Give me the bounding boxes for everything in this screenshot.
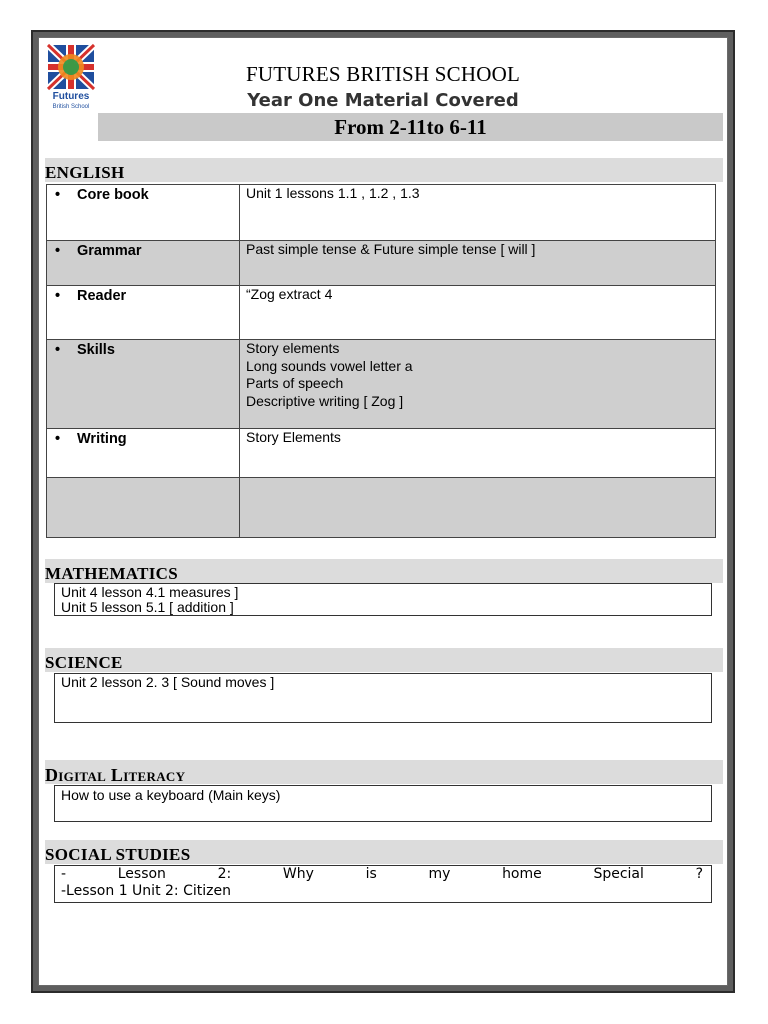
bullet-icon: • xyxy=(55,431,61,447)
english-row-label: Grammar xyxy=(77,243,142,259)
bullet-icon: • xyxy=(55,342,61,358)
english-row-label-cell xyxy=(47,340,240,429)
social-studies-word: Why xyxy=(282,866,314,882)
section-heading-mathematics: MATHEMATICS xyxy=(45,559,723,583)
section-heading-english: ENGLISH xyxy=(45,158,723,182)
english-row-content-cell xyxy=(240,286,716,340)
mathematics-box xyxy=(54,583,712,616)
social-studies-word: home xyxy=(502,866,542,882)
english-row-label-cell xyxy=(47,185,240,241)
science-box xyxy=(54,673,712,723)
school-name: FUTURES BRITISH SCHOOL xyxy=(246,62,520,86)
section-heading-science: SCIENCE xyxy=(45,648,723,672)
section-heading-digital-literacy: Digital Literacy xyxy=(45,760,723,784)
english-row xyxy=(47,429,716,478)
svg-text:British School: British School xyxy=(52,104,90,110)
english-row-label-cell xyxy=(47,286,240,340)
english-row-content-cell xyxy=(240,241,716,286)
section-heading-social-studies: SOCIAL STUDIES xyxy=(45,840,723,864)
date-range-banner: From 2-11to 6-11 xyxy=(98,113,723,141)
social-studies-box xyxy=(54,865,712,903)
math-line: Unit 5 lesson 5.1 [ addition ] xyxy=(61,599,234,615)
math-line: Unit 4 lesson 4.1 measures ] xyxy=(61,584,239,600)
english-row-label: Core book xyxy=(77,187,149,203)
digital-literacy-line: How to use a keyboard (Main keys) xyxy=(61,787,281,803)
english-table xyxy=(46,184,716,538)
english-row-content-cell xyxy=(240,340,716,429)
english-row-content-cell xyxy=(240,478,716,538)
english-row-content-line: Unit 1 lessons 1.1 , 1.2 , 1.3 xyxy=(246,185,420,201)
english-row-label-cell xyxy=(47,478,240,538)
english-row xyxy=(47,241,716,286)
english-row-content-line: Past simple tense & Future simple tense [ will ] xyxy=(246,241,536,257)
bullet-icon: • xyxy=(55,243,61,259)
english-row-content-line: Parts of speech xyxy=(246,375,344,391)
social-studies-word: Lesson xyxy=(117,866,166,882)
english-row-label: Skills xyxy=(77,342,115,358)
english-row-content-line: Story Elements xyxy=(246,429,341,445)
school-logo xyxy=(45,43,97,111)
english-row-label-cell xyxy=(47,429,240,478)
social-studies-word: Special xyxy=(593,866,644,882)
social-studies-word: - xyxy=(61,866,67,882)
bullet-icon: • xyxy=(55,187,61,203)
english-row-label: Writing xyxy=(77,431,127,447)
english-row xyxy=(47,340,716,429)
science-line: Unit 2 lesson 2. 3 [ Sound moves ] xyxy=(61,674,275,690)
english-row-content-cell xyxy=(240,185,716,241)
english-row-label: Reader xyxy=(77,288,127,304)
english-row-content-line: Descriptive writing [ Zog ] xyxy=(246,392,404,409)
english-row xyxy=(47,286,716,340)
english-row-content-line: Long sounds vowel letter a xyxy=(246,357,413,374)
english-row xyxy=(47,478,716,538)
social-studies-word: my xyxy=(428,866,451,882)
material-covered-title: Year One Material Covered xyxy=(247,90,519,111)
social-studies-word: is xyxy=(365,866,377,882)
english-row-content-line: “Zog extract 4 xyxy=(246,286,333,302)
bullet-icon: • xyxy=(55,288,61,304)
english-row-content-cell xyxy=(240,429,716,478)
social-studies-line-1 xyxy=(61,866,711,883)
english-row-content-line: Story elements xyxy=(246,340,340,356)
svg-text:Futures: Futures xyxy=(52,91,90,102)
digital-literacy-box xyxy=(54,785,712,822)
english-row-label-cell xyxy=(47,241,240,286)
english-row xyxy=(47,185,716,241)
social-studies-line-2: -Lesson 1 Unit 2: Citizen xyxy=(61,883,231,899)
social-studies-word: ? xyxy=(695,866,703,882)
social-studies-word: 2: xyxy=(217,866,232,882)
